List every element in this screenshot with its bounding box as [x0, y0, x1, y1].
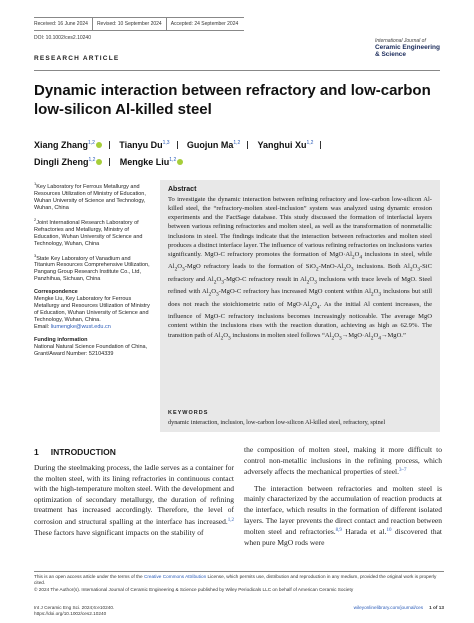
body-paragraph: the composition of molten steel, making it more difficult to control non-metallic inclusions in the refining process, which adversely affects the mechanical properties of steel.$^{3-7}$ [244, 445, 442, 477]
article-type: RESEARCH ARTICLE [34, 55, 120, 62]
body-paragraph: The interaction between refractories and molten steel is mainly characterized by the accumulation of reaction products at the interface, which results in the formation of different isolated layers. The layer prevents the direct contact and reaction between molten steel and refractories.$^{8,9}$ Harada et al.$^{10}$ discovered that when pure MgO rods were [244, 483, 443, 547]
citation-link[interactable]: 8,9 [335, 528, 342, 534]
author-5[interactable]: Mengke Liu$^{1,2}$ [120, 157, 183, 167]
citation-link[interactable]: 3–7 [399, 468, 407, 474]
orcid-icon[interactable] [96, 159, 102, 165]
history-bar [34, 17, 244, 31]
abstract-text: To investigate the dynamic interaction between refining refractory and low-carbon low-silicon Al-killed steel, the “refractory-molten steel-inclusion” system was analyzed using dynamic erosion experiments and the FactSage database. This study discussed the formation of interfacial layers between various refining refractories and molten steel, as well as the transformation of nonmetallic inclusions in steel. The findings indicate that the interaction between refractories and molten steel produces a distinct interface layer. The influence of various refining refractories on inclusions varies significantly. MgO-C refractory promotes the formation of $MgO\cdot Al_2O_4$ inclusions in steel, while $Al_2O_3$-MgO refractory leads to the formation of $SiO_2-MnO-Al_2O_3$ inclusions. Both $Al_2O_3$-SiC refractory and $Al_2O_3-MgO-C$ refractory result in $Al_2O_3$ inclusions with trace levels of MgO. Steel refined with $Al_2O_3-MgO-C$ refractory has increased MgO content within $Al_2O_3$ inclusions but still does not reach the stoichiometric ratio of $MgO\cdot Al_2O_4$. As the initial Al content increases, the influence of MgO-C refractory inclusions becomes increasingly noticeable. The average MgO content within the inclusions rises with the reaction duration, achieving as high as 62.9%. The transition path of $Al_2O_3$ inclusions in molten steel follows “$Al_2O_3\to MgO\cdot Al_2O_4\to MgO$.” [168, 196, 433, 341]
orcid-icon[interactable] [177, 159, 183, 165]
article-title: Dynamic interaction between refractory and low-carbon low-silicon Al-killed steel [34, 82, 431, 118]
received-date: Received: 16 June 2024 [34, 18, 93, 30]
accepted-date: Accepted: 24 September 2024 [170, 21, 239, 27]
affiliation-2: $^2$Joint International Research Laboratory of Refractories and Metallurgy, Ministry of Education, Wuhan University of Science and Technology, Wuhan, China [34, 216, 143, 247]
author-1[interactable]: Tianyu Du$^{1,3}$ [119, 140, 170, 150]
journal-logo-line3: & Science [374, 51, 407, 58]
page-number: 1 of 13 [429, 605, 444, 610]
author-3[interactable]: Yanghui Xu$^{1,2}$ [257, 140, 314, 150]
correspondence-heading: Correspondence [34, 289, 78, 296]
section-heading: 1 INTRODUCTION [34, 447, 116, 457]
journal-logo-line2: Ceramic Engineering [374, 44, 440, 51]
journal-logo-line1: International Journal of [374, 38, 426, 44]
keywords-text: dynamic interaction, inclusion, low-carbon low-silicon Al-killed steel, refractory, spinel [168, 419, 386, 426]
license-notice: This is an open access article under the terms of the Creative Commons Attribution License, which permits use, distribution and reproduction in any medium, provided the original work is properly cited. © 2024 The Author(s). International Journal of Ceramic Engineering & Science published by Wiley Periodicals LLC on behalf of American Ceramic Society [34, 571, 444, 593]
copyright-line: © 2024 The Author(s). International Journal of Ceramic Engineering & Science published by Wiley Periodicals LLC on behalf of American Ceramic Society [34, 586, 354, 592]
orcid-icon[interactable] [96, 142, 102, 148]
citation-link[interactable]: 1,2 [227, 517, 234, 523]
header-divider [34, 70, 440, 71]
author-4[interactable]: Dingli Zheng$^{1,2}$ [34, 157, 102, 167]
revised-date: Revised: 10 September 2024 [97, 18, 167, 30]
footer-url[interactable]: https://doi.org/10.1002/ces2.10240 [34, 611, 107, 616]
license-link[interactable]: Creative Commons Attribution [143, 574, 207, 579]
author-list [34, 136, 434, 170]
funding-text: National Natural Science Foundation of China, Grant/Award Number: 52104339 [34, 344, 148, 358]
correspondence-email: Email: liumengke@wust.edu.cn [34, 324, 111, 331]
citation-link[interactable]: 10 [386, 528, 392, 534]
journal-logo[interactable] [375, 38, 440, 58]
body-column-left [34, 463, 234, 538]
affiliations-column [34, 180, 150, 358]
page-footer [34, 605, 444, 617]
abstract-box [160, 180, 440, 432]
email-link[interactable]: liumengke@wust.edu.cn [50, 324, 111, 331]
correspondence-text: Mengke Liu, Key Laboratory for Ferrous Metallurgy and Resources Utilization of Ministry of Education, Wuhan University of Science and Technology, Wuhan, China. [34, 296, 150, 324]
doi-label[interactable]: DOI: 10.1002/ces2.10240 [34, 35, 91, 41]
footer-citation: Int J Ceramic Eng Sci. 2024;6:e10240. [34, 605, 115, 610]
journal-site-link[interactable]: wileyonlinelibrary.com/journal/ces [353, 605, 424, 610]
body-column-right [244, 445, 442, 548]
author-2[interactable]: Guojun Ma$^{1,2}$ [186, 140, 241, 150]
keywords-heading: KEYWORDS [168, 410, 209, 416]
abstract-heading: Abstract [168, 186, 197, 193]
body-paragraph: During the steelmaking process, the ladle serves as a container for the molten steel, with its lining refractories in continuous contact with the high-temperature molten steel. With the development and optimization of secondary metallurgy, the duration of refining treatment has increased accordingly. Therefore, the level of corrosion and structural spalling at the interface has increased.$^{1,2}$ These factors have significant impacts on the stability of [34, 463, 234, 537]
funding-heading: Funding information [34, 337, 88, 344]
affiliation-3: $^3$State Key Laboratory of Vanadium and Titanium Resources Comprehensive Utilization, Pangang Group Research Institute Co., Ltd, Panzhihua, Sichuan, China [34, 252, 150, 283]
affiliation-1: $^1$Key Laboratory for Ferrous Metallurgy and Resources Utilization of Ministry of Education, Wuhan University of Science and Technology, Wuhan, China [34, 181, 146, 211]
author-0[interactable]: Xiang Zhang$^{1,2}$ [34, 140, 102, 150]
